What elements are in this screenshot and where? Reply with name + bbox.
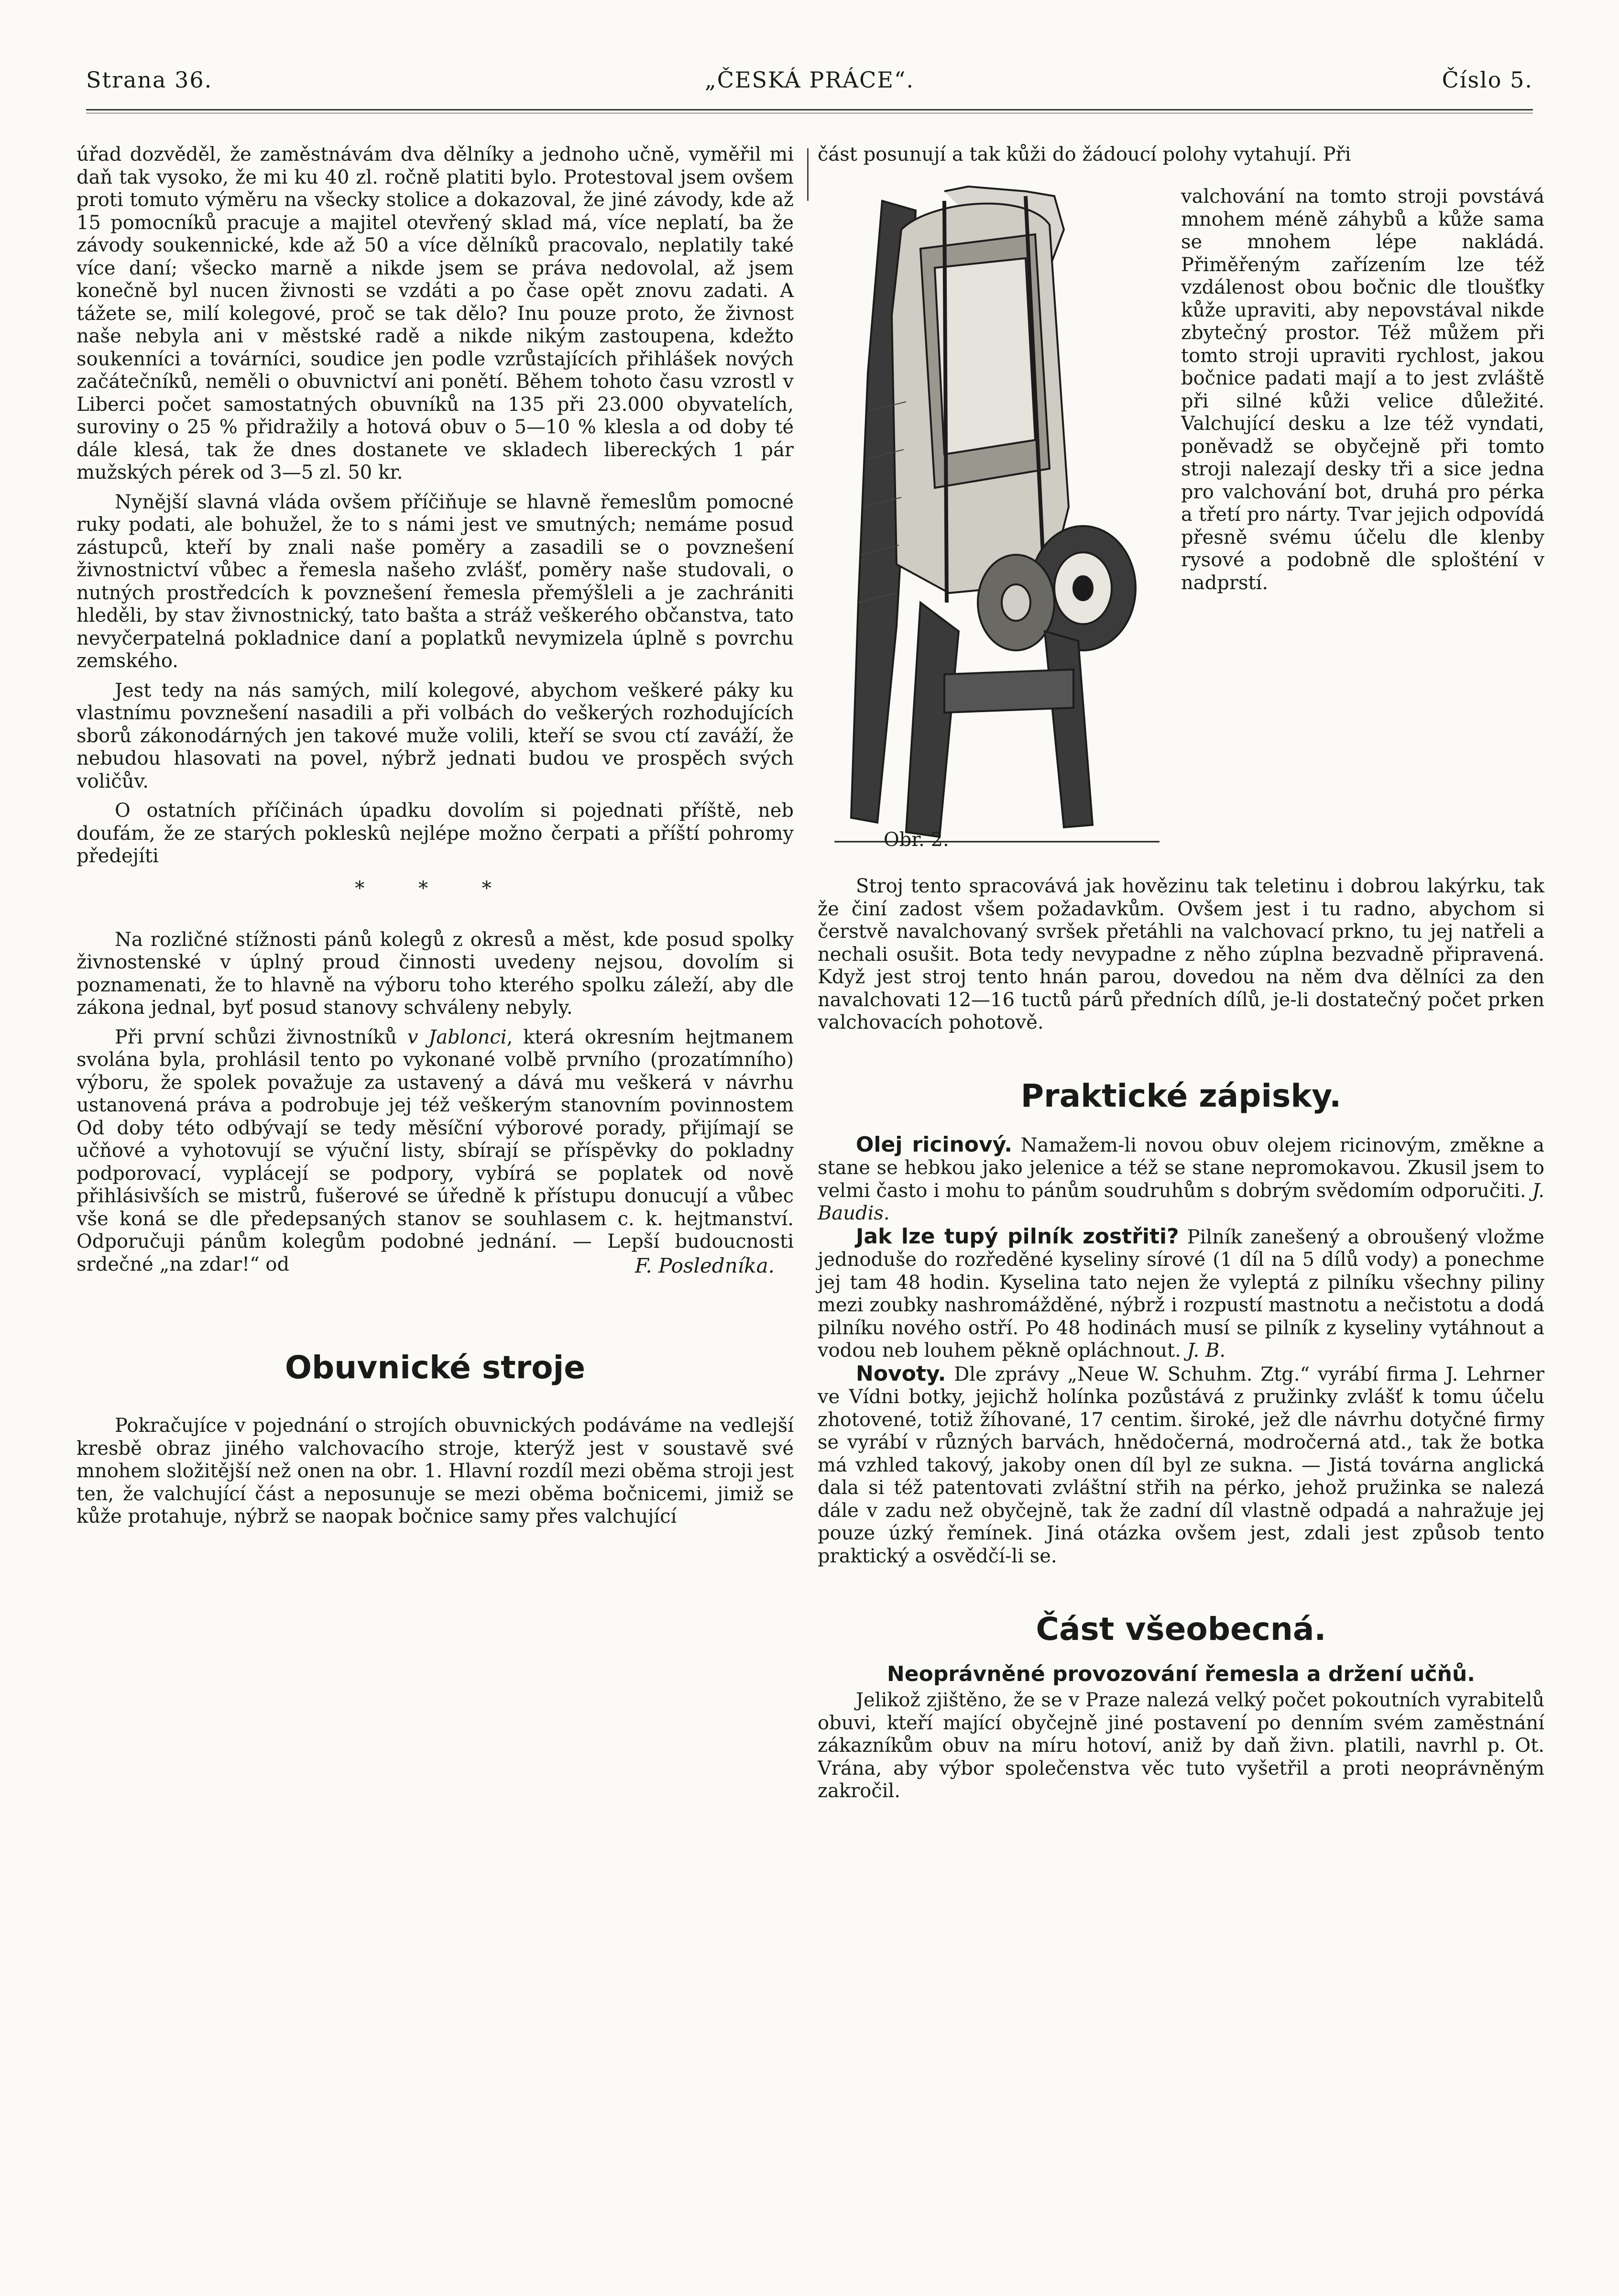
- left-column: [77, 143, 794, 1528]
- subsection-title: Neoprávněné provozování řemesla a držení učňů.: [886, 1662, 1476, 1686]
- note-text: Pilník zanešený a obroušený vložme jednoduše do rozředěné kyseliny sírové (1 díl na 5 dílů vody) a ponechme jej tam 48 hodin. Kyselina tato nejen že vyleptá z pilníku všechny piliny mezi zoubky nashromážděné, nýbrž i rozpustí mastnotu a nečistotu a dodá pilníku nového ostří. Po 48 hodinách musí se pilník z kyseliny vytáhnout a vodou neb louhem pěkně opláchnout.: [818, 1226, 1544, 1362]
- note-signature: J. B.: [1187, 1340, 1226, 1362]
- note-text: Namažem-li novou obuv olejem ricinovým, změkne a stane se hebkou jako jelenice a též se stane nepromokavou. Zkusil jsem to velmi často i mohu to pánům soudruhům s dobrým svědomím odporučiti.: [818, 1134, 1545, 1202]
- journal-title: „ČESKÁ PRÁCE“.: [704, 67, 915, 93]
- figure-caption: Obr. 2.: [884, 829, 949, 851]
- subsection-heading: [818, 1662, 1544, 1686]
- paragraph: O ostatních příčinách úpadku dovolím si pojednati příště, neb doufám, že ze starých pokleskû nejlépe možno čerpati a příští pohromy předejíti: [77, 800, 794, 867]
- paragraph: Jelikož zjištěno, že se v Praze nalezá velký počet pokoutních vyrabitelů obuvi, kteří mající obyčejně jiné postavení po denním svém zaměstnání zákazníkům obuv na míru hotoví, aniž by daň živn. platili, navrhl p. Ot. Vrána, aby výbor společenstva věc tuto vyšetřil a proti neoprávněným zakročil.: [818, 1689, 1544, 1802]
- note-title: Novoty.: [856, 1361, 946, 1386]
- note: [818, 1133, 1544, 1225]
- paragraph: Pokračujíce v pojednání o strojích obuvnických podáváme na vedlejší kresbě obraz jiného valchovacího stroje, kterýž jest v soustavě své mnohem složitější než onen na obr. 1. Hlavní rozdíl mezi oběma stroji jest ten, že valchující část a neposunuje se mezi oběma bočnicemi, jimiž se kůže protahuje, nýbrž se naopak bočnice samy přes valchující: [77, 1415, 794, 1527]
- page-number: Strana 36.: [86, 67, 213, 93]
- paragraph-top-line: část posunují a tak kůži do žádoucí polohy vytahují. Při: [818, 143, 1351, 165]
- place-name: v Jablonci: [407, 1026, 507, 1048]
- note-signature: J. Baudis.: [818, 1179, 1544, 1224]
- note-title: Jak lze tupý pilník zostřiti?: [856, 1224, 1179, 1249]
- note: [818, 1362, 1544, 1568]
- note-title: Olej ricinový.: [856, 1132, 1013, 1157]
- note-text: Dle zprávy „Neue W. Schuhm. Ztg.“ vyrábí firma J. Lehrner ve Vídni botky, jejichž holínka pozůstává z pružinky zvlášť k tomu účelu zhotovené, totiž žíhované, 17 centim. široké, jež dle návrhu dotyčné firmy se vyrábí v různých barvách, hnědočerná, modročerná atd., tak že botka má vzhled takový, jakoby onen díl byl ze sukna. — Jistá továrna anglická dala si též patentovati zvláštní střih na pérko, jehož pružinka se nalezá dále v zadu než obyčejně, tak že zadní díl vlastně odpadá a nahražuje jej pouze úzký řemínek. Jiná otázka ovšem jest, zdali jest způsob tento praktický a osvědčí-li se.: [818, 1363, 1544, 1567]
- section-separator: * * *: [355, 877, 515, 900]
- machine-illustration: [825, 172, 1169, 854]
- paragraph: Stroj tento spracovává jak hovězinu tak teletinu i dobrou lakýrku, tak že činí zadost všem požadavkům. Ovšem jest i tu radno, abychom si čerstvě navalchovaný svršek přetáhli na valchovací prkno, tu jej natřeli a nechali osušit. Bota tedy nevypadne z něho zúplna bezvadně připravená. Když jest stroj tento hnán parou, dovedou na něm dva dělníci za den navalchovati 12—16 tuctů párů předních dílů, je-li dostatečný počet prken valchovacích pohotově.: [818, 875, 1544, 1033]
- issue-number: Číslo 5.: [1442, 67, 1533, 93]
- page-header: [86, 67, 1533, 100]
- section-heading: Praktické zápisky.: [1020, 1077, 1342, 1114]
- paragraph: úřad dozvěděl, že zaměstnávám dva dělníky a jednoho učně, vyměřil mi daň tak vysoko, že mi ku 40 zl. ročně platiti bylo. Protestoval jsem ovšem proti tomuto výměru na všecky stolice a dokazoval, že jiné závody, kde až 15 pomocníků pracuje a majitel otevřený sklad má, více neplatí, ba že závody soukennické, kde až 50 a více dělníků pracovalo, neplatily také více daní; všecko marně a nikde jsem se práva nedovolal, až jsem konečně byl nucen živnosti se vzdáti a po čase opět znovu zadati. A tážete se, milí kolegové, proč se tak dělo? Inu pouze proto, že živnost naše nebyla ani v městské radě a nikde nikým zastoupena, kdežto soukenníci a továrníci, soudice jen podle vzrůstajících přihlášek nových začátečníků, neměli o obuvnictví ani ponětí. Během tohoto času vzrostl v Liberci počet samostatných obuvníků na 135 při 23.000 obyvatelích, suroviny o 25 % přidražily a hotová obuv o 5—10 % klesla a od doby té dále klesá, tak že dnes dostanete ve skladech libereckých 1 pár mužských pérek od 3—5 zl. 50 kr.: [77, 143, 794, 483]
- wrapped-text: [1181, 163, 1544, 594]
- paragraph: valchování na tomto stroji povstává mnohem méně záhybů a kůže sama se mnohem lépe nakládá. Přiměřeným zařízením lze též vzdálenost obou bočnic dle tloušťky kůže upraviti, aby nepovstával nikde zbytečný prostor. Též můžem při tomto stroji upraviti rychlost, jakou bočnice padati mají a to jest zvláště při silné kůži velice důležité. Valchující desku a lze též vyndati, poněvadž se obyčejně při tomto stroji nalezají desky tři a sice jedna pro valchování bot, druhá pro pérka a třetí pro nárty. Tvar jejich odpovídá přesně svému účelu dle klenby rysové a podobně dle splošténí v nadprstí.: [1181, 186, 1544, 594]
- paragraph: Nynější slavná vláda ovšem příčiňuje se hlavně řemeslům pomocné ruky podati, ale bohužel, že to s námi jest ve smutných; nemáme posud zástupců, kteří by znali naše poměry a zasadili se o povznešení živnostnictví vůbec a řemesla našeho zvlášť, poměry naše studovali, o nutných prostředcích k povznešení řemesla přemýšleli a je zachrániti hleděli, by stav živnostnický, tato bašta a stráž veškerého občanstva, tato nevyčerpatelná pokladnice daní a poplatků nevymizela úplně s povrchu zemského.: [77, 491, 794, 672]
- text: Při první schůzi živnostníků: [115, 1026, 407, 1048]
- paragraph: [77, 1026, 794, 1276]
- section-heading: Obuvnické stroje: [284, 1349, 586, 1386]
- paragraph: Jest tedy na nás samých, milí kolegové, abychom veškeré páky ku vlastnímu povznešení nasadili a při volbách do veškerých rozhodujících sborů zákonodárných jen takové muže volili, kteří se svou ctí zaváží, že nebudou hlasovati na povel, nýbrž jednati budou ve prospěch svých voličův.: [77, 679, 794, 792]
- note: [818, 1225, 1544, 1362]
- header-rule: [86, 109, 1533, 110]
- right-column-lower: [818, 875, 1544, 1803]
- section-heading: Část všeobecná.: [1036, 1611, 1326, 1648]
- signature: F. Posledníka.: [634, 1254, 775, 1277]
- column-divider: [807, 148, 809, 201]
- text: , která okresním hejtmanem svolána byla, prohlásil tento po vykonané volbě prvního (prozatímního) výboru, že spolek považuje za ustavený a dává mu veškerá v návrhu ustanovená práva a podrobuje jej též veškerým stanovním povinnostem Od doby této odbývají se tedy měsíční výborové porady, přijímají se učňové a vyhotovují se výuční listy, sbírají se příspěvky do pokladny podporovací, vyplácejí se podpory, vybírá se poplatek od nově přihlásivších se mistrů, fušerové se úředně k přístupu donucují a vůbec vše koná se dle předepsaných stanov se souhlasem c. k. hejtmanství. Odporučuji pánům kolegům podobné jednání. — Lepší budoucnosti srdečné „na zdar!“ od: [77, 1026, 794, 1275]
- paragraph: Na rozličné stížnosti pánů kolegů z okresů a měst, kde posud spolky živnostenské v úplný proud činnosti uvedeny nejsou, dovolím si poznamenati, že to hlavně na výboru toho kterého spolku záleží, aby dle zákona jednal, byť posud stanovy schváleny nebyly.: [77, 928, 794, 1019]
